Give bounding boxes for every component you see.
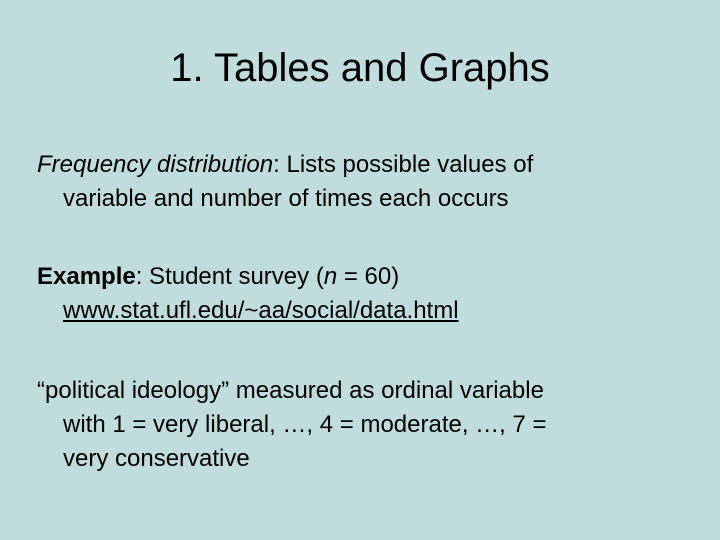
ideology-line-3: very conservative	[63, 445, 250, 472]
data-url-link[interactable]: www.stat.ufl.edu/~aa/social/data.html	[63, 297, 459, 324]
term-frequency-distribution: Frequency distribution	[37, 151, 274, 178]
definition-text: Lists possible values of	[286, 151, 534, 178]
example-text-a: : Student survey (	[135, 263, 324, 290]
example-line-1	[37, 260, 677, 294]
example-label: Example	[37, 263, 136, 290]
ideology-line-1: “political ideology” measured as ordinal variable	[37, 377, 544, 404]
frequency-distribution-definition	[37, 148, 677, 216]
example-block	[37, 260, 677, 328]
example-line-2	[37, 294, 677, 328]
ideology-description	[37, 374, 677, 476]
ideology-line-2: with 1 = very liberal, …, 4 = moderate, …, 7 =	[63, 411, 547, 438]
sample-size-symbol: n	[323, 263, 338, 290]
example-text-b: = 60)	[337, 263, 400, 290]
definition-line-1	[37, 148, 677, 182]
definition-line-2: variable and number of times each occurs	[63, 185, 509, 212]
slide-title: 1. Tables and Graphs	[170, 46, 550, 90]
definition-separator: :	[273, 151, 287, 178]
